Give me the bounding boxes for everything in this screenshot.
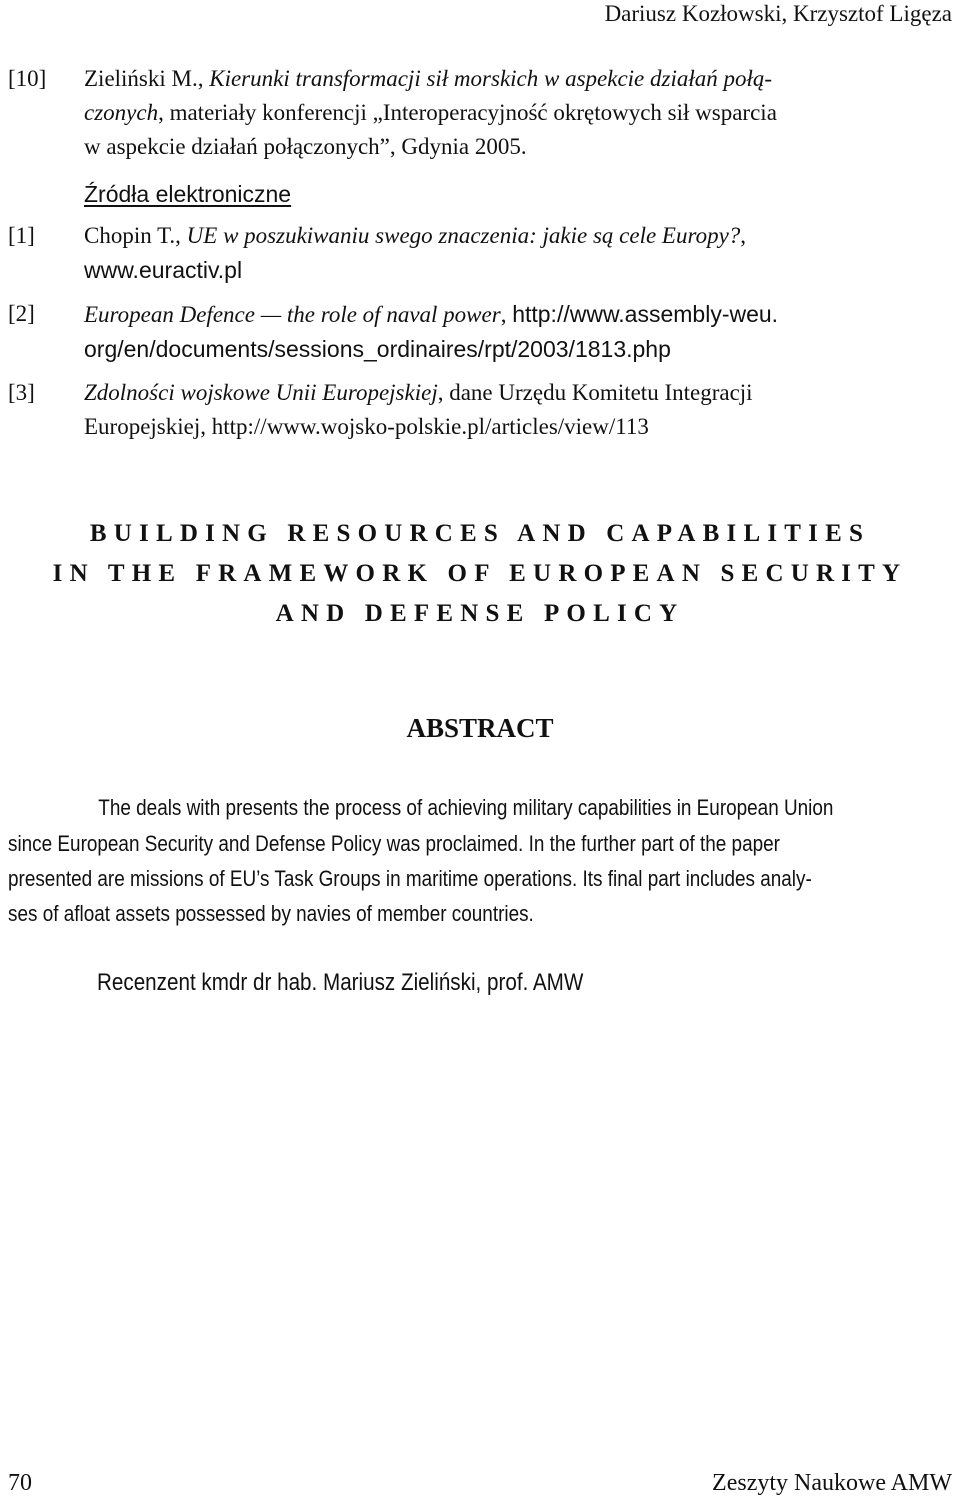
reference-separator: , xyxy=(740,223,747,248)
reference-title: Zdolności wojskowe Unii Europejskiej xyxy=(84,380,438,405)
abstract-heading: ABSTRACT xyxy=(406,713,554,743)
reference-line xyxy=(84,297,953,332)
reference-number: [3] xyxy=(8,380,35,405)
abstract-line: since European Security and Defense Policy was proclaimed. In the further part of the paper xyxy=(8,831,780,856)
reference-title: European Defence — the role of naval power xyxy=(84,302,501,327)
reference-source: , materiały konferencji „Interoperacyjność okrętowych sił wsparcia xyxy=(158,100,777,125)
reference-line xyxy=(84,219,953,253)
reference-source: , dane Urzędu Komitetu Integracji xyxy=(437,380,753,405)
reference-number: [1] xyxy=(8,223,35,248)
reference-url: www.euractiv.pl xyxy=(84,257,243,283)
reference-url-cont: org/en/documents/sessions_ordinaires/rpt/2003/1813.php xyxy=(84,336,671,362)
reference-number: [2] xyxy=(8,301,35,326)
reference-text xyxy=(84,62,953,164)
reference-line xyxy=(84,62,953,96)
reference-author: Chopin T., xyxy=(84,223,187,248)
reference-title: UE w poszukiwaniu swego znaczenia: jakie są cele Europy? xyxy=(186,223,741,248)
reference-number: [10] xyxy=(8,66,47,91)
reference-title: Kierunki transformacji sił morskich w aspekcie działań połą- xyxy=(209,66,773,91)
abstract-line: The deals with presents the process of achieving military capabilities in European Union xyxy=(98,795,834,820)
reference-text xyxy=(84,297,953,366)
journal-name: Zeszyty Naukowe AMW xyxy=(712,1470,952,1496)
reference-line: Europejskiej, http://www.wojsko-polskie.pl/articles/view/113 xyxy=(84,414,649,439)
reviewer-note: Recenzent kmdr dr hab. Mariusz Zieliński, prof. AMW xyxy=(97,969,584,996)
reference-separator: , xyxy=(500,302,507,327)
reference-line xyxy=(84,96,953,130)
page-number: 70 xyxy=(8,1470,32,1496)
reference-url: http://www.assembly-weu. xyxy=(512,301,779,327)
abstract-line: presented are missions of EU’s Task Groups in maritime operations. Its final part includes analy- xyxy=(8,866,812,891)
reference-line: w aspekcie działań połączonych”, Gdynia 2005. xyxy=(84,134,527,159)
paper-title-line: IN THE FRAMEWORK OF EUROPEAN SECURITY xyxy=(52,560,908,587)
reference-author: Zieliński M., xyxy=(84,66,210,91)
paper-title-line: AND DEFENSE POLICY xyxy=(275,600,685,627)
reference-title-cont: czonych xyxy=(84,100,159,125)
paper-title xyxy=(0,514,960,634)
reference-text xyxy=(84,376,953,444)
paper-title-line: BUILDING RESOURCES AND CAPABILITIES xyxy=(89,520,871,547)
reference-text xyxy=(84,219,953,287)
abstract-line: ses of afloat assets possessed by navies of member countries. xyxy=(8,901,534,926)
section-heading-electronic-sources: Źródła elektroniczne xyxy=(84,181,292,207)
reference-line xyxy=(84,376,953,410)
running-header-authors: Dariusz Kozłowski, Krzysztof Ligęza xyxy=(604,1,952,26)
